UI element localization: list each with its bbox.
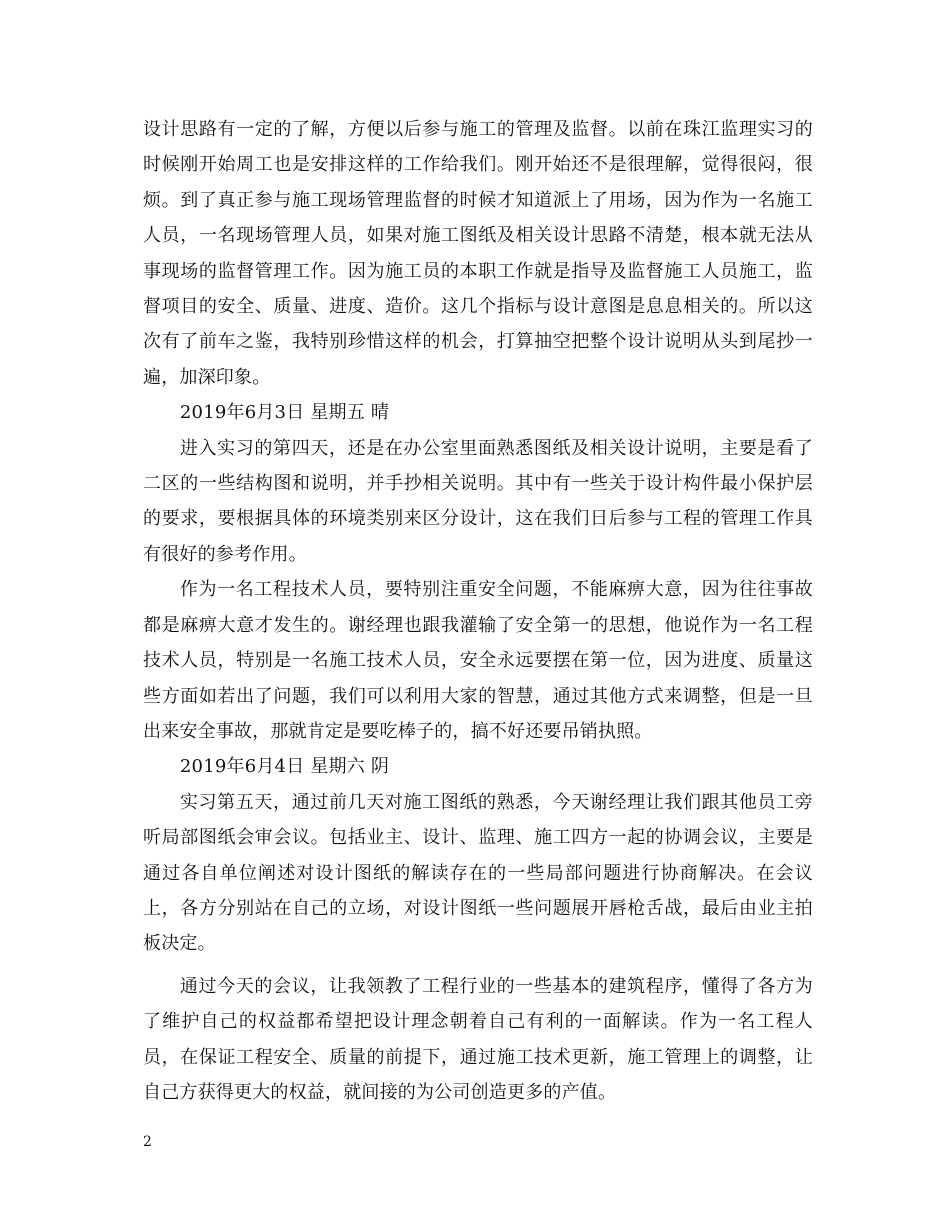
paragraph: 实习第五天，通过前几天对施工图纸的熟悉，今天谢经理让我们跟其他员工旁听局部图纸会审会议。包括业主、设计、监理、施工四方一起的协调会议，主要是通过各自单位阐述对设计图纸的解读存在的一些局部问题进行协商解决。在会议上，各方分别站在自己的立场，对设计图纸一些问题展开唇枪舌战，最后由业主拍板决定。	[143, 791, 813, 955]
paragraph: 进入实习的第四天，还是在办公室里面熟悉图纸及相关设计说明，主要是看了二区的一些结构图和说明，并手抄相关说明。其中有一些关于设计构件最小保护层的要求，要根据具体的环境类别来区分设计，这在我们日后参与工程的管理工作具有很好的参考作用。	[143, 437, 813, 565]
paragraph: 通过今天的会议，让我领教了工程行业的一些基本的建筑程序，懂得了各方为了维护自己的权益都希望把设计理念朝着自己有利的一面解读。作为一名工程人员，在保证工程安全、质量的前提下，通过施工技术更新，施工管理上的调整，让自己方获得更大的权益，就间接的为公司创造更多的产值。	[143, 975, 813, 1103]
body-text	[143, 112, 813, 1110]
paragraph-continuation: 设计思路有一定的了解，方便以后参与施工的管理及监督。以前在珠江监理实习的时候刚开始周工也是安排这样的工作给我们。刚开始还不是很理解，觉得很闷，很烦。到了真正参与施工现场管理监督的时候才知道派上了用场，因为作为一名施工人员，一名现场管理人员，如果对施工图纸及相关设计思路不清楚，根本就无法从事现场的监督管理工作。因为施工员的本职工作就是指导及监督施工人员施工，监督项目的安全、质量、进度、造价。这几个指标与设计意图是息息相关的。所以这次有了前车之鉴，我特别珍惜这样的机会，打算抽空把整个设计说明从头到尾抄一遍，加深印象。	[143, 119, 813, 388]
paragraph: 作为一名工程技术人员，要特别注重安全问题，不能麻痹大意，因为往往事故都是麻痹大意才发生的。谢经理也跟我灌输了安全第一的思想，他说作为一名工程技术人员，特别是一名施工技术人员，安全永远要摆在第一位，因为进度、质量这些方面如若出了问题，我们可以利用大家的智慧，通过其他方式来调整，但是一旦出来安全事故，那就肯定是要吃棒子的，搞不好还要吊销执照。	[143, 579, 813, 742]
page-number: 2	[143, 1134, 152, 1150]
diary-date-heading: 2019年6月3日 星期五 晴	[179, 402, 390, 424]
diary-date-heading: 2019年6月4日 星期六 阴	[179, 756, 390, 778]
